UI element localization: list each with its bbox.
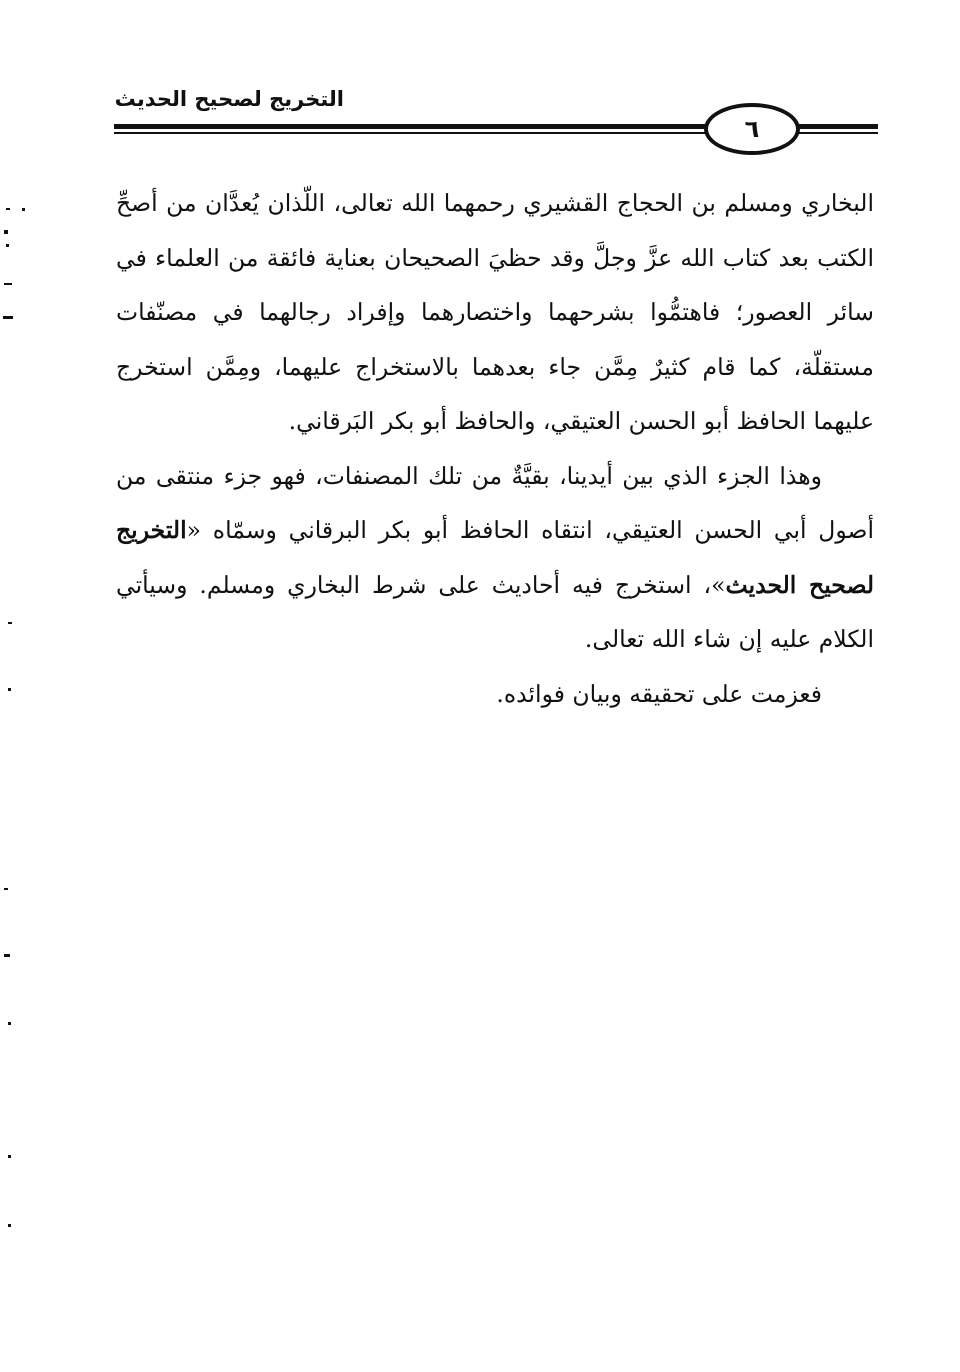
scan-speck: [8, 1155, 11, 1158]
scan-speck: [8, 688, 11, 691]
paragraph-3: فعزمت على تحقيقه وبيان فوائده.: [496, 679, 822, 708]
scan-speck: [6, 208, 10, 210]
scan-speck: [4, 283, 12, 285]
scan-speck: [8, 1022, 11, 1025]
paragraph-2-text-start: وهذا الجزء الذي بين أيدينا، بقيَّةٌ من تلك المصنفات، فهو جزء منتقى من أصول أبي الحسن العتيقي، انتقاه الحافظ أبو بكر البرقاني وسمّاه «: [116, 461, 874, 544]
scan-speck: [8, 1224, 11, 1227]
scan-speck: [22, 208, 25, 211]
book-title: التخريج لصحيح الحديث: [116, 516, 874, 599]
scan-speck: [4, 230, 8, 234]
page-number: ٦: [744, 115, 760, 143]
running-title: التخريج لصحيح الحديث: [114, 87, 344, 111]
scan-speck: [4, 954, 10, 957]
page-number-oval: [704, 103, 800, 155]
body-text: [116, 176, 874, 721]
scan-speck: [4, 888, 8, 890]
scan-speck: [3, 316, 13, 319]
paragraph-1: البخاري ومسلم بن الحجاج القشيري رحمهما الله تعالى، اللّذان يُعدَّان من أصحِّ الكتب بعد كتاب الله عزَّ وجلَّ وقد حظيَ الصحيحان بعناية فائقة من العلماء في سائر العصور؛ فاهتمُّوا بشرحهما واختصارهما وإفراد رجالهما في مصنّفات مستقلّة، كما قام كثيرٌ مِمَّن جاء بعدهما بالاستخراج عليهما، ومِمَّن استخرج عليهما الحافظ أبو الحسن العتيقي، والحافظ أبو بكر البَرقاني.: [116, 189, 874, 435]
scan-speck: [8, 622, 12, 624]
paragraph-2-text-end: »، استخرج فيه أحاديث على شرط البخاري ومسلم. وسيأتي الكلام عليه إن شاء الله تعالى.: [116, 570, 874, 653]
scan-speck: [6, 244, 9, 247]
paragraph-2: [116, 449, 874, 667]
